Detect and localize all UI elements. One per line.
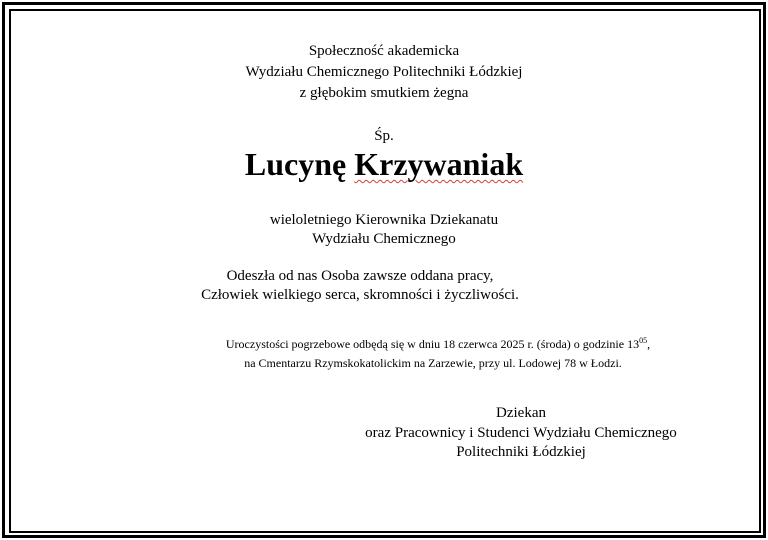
header-line-2: Wydziału Chemicznego Politechniki Łódzkiej xyxy=(245,64,523,80)
tribute-line-1: Odeszła od nas Osoba zawsze oddana pracy, xyxy=(226,268,494,284)
signature-line-1: Dziekan xyxy=(496,405,546,421)
funeral-date-text: Uroczystości pogrzebowe odbędą się w dniu 18 czerwca 2025 r. (środa) o godzinie 13 xyxy=(225,337,640,351)
funeral-line-1 xyxy=(0,337,768,352)
sp-prefix: Śp. xyxy=(374,128,394,144)
tribute-line-2: Człowiek wielkiego serca, skromności i życzliwości. xyxy=(201,287,519,303)
role-line-2: Wydziału Chemicznego xyxy=(312,231,456,247)
funeral-line-1-end: , xyxy=(647,337,651,351)
funeral-line-2: na Cmentarzu Rzymskokatolickim na Zarzewie, przy ul. Lodowej 78 w Łodzi. xyxy=(244,356,622,370)
header-line-1: Społeczność akademicka xyxy=(308,43,460,59)
deceased-name xyxy=(0,146,768,183)
header-line-3: z głębokim smutkiem żegna xyxy=(299,85,469,101)
funeral-time-minutes: 05 xyxy=(639,336,648,345)
signature-line-3: Politechniki Łódzkiej xyxy=(456,444,586,460)
role-line-1: wieloletniego Kierownika Dziekanatu xyxy=(269,212,499,228)
signature-line-2: oraz Pracownicy i Studenci Wydziału Chemicznego xyxy=(365,425,677,441)
first-name: Lucynę xyxy=(244,146,347,182)
surname: Krzywaniak xyxy=(354,146,524,182)
